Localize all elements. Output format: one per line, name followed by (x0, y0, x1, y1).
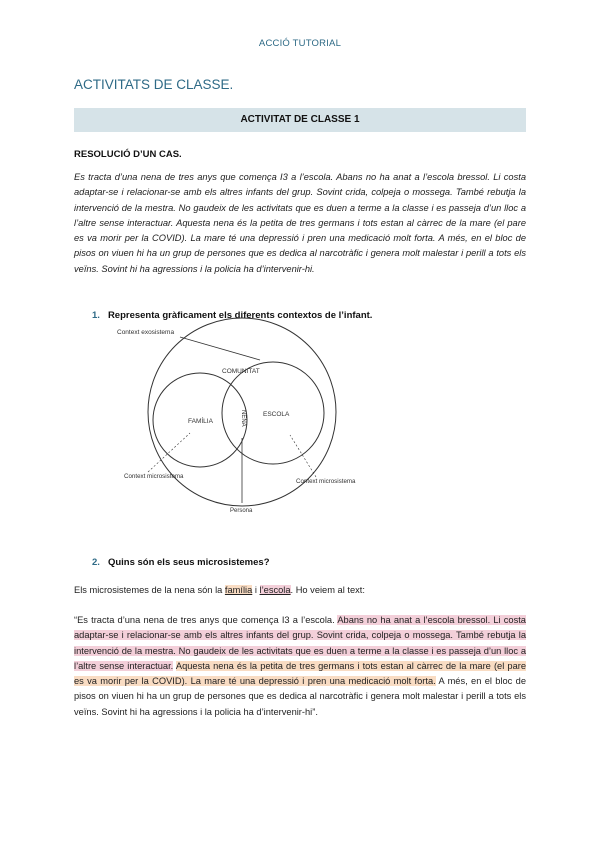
quote-school-highlight: Abans no ha anat a l’escola bressol. Li costa adaptar-se i relacionar-se amb els altres infants del grup. Sovint crida, colpeja o mossega. També rebutja la intervenció de la mestra. No gaudeix de les activitats que es duen a terme a la classe i es passeja d’un lloc a l’altre sense interactuar. (74, 615, 526, 671)
quote-family-highlight: Aquesta nena és la petita de tres germans i tots estan al càrrec de la mare (el pare es va morir per la COVID). La mare té una depressió i pren una medicació molt forta. (74, 660, 527, 687)
quote-part-1: “Es tracta d’una nena de tres anys que comença I3 a l’escola. (74, 615, 338, 625)
exosystem-label: Context exosistema (117, 329, 175, 336)
page-title: ACTIVITATS DE CLASSE. (74, 77, 234, 92)
answer-pre: Els microsistemes de la nena són la (74, 585, 225, 595)
question-1-number: 1. (92, 310, 100, 321)
question-2-number: 2. (92, 557, 100, 568)
answer-line (74, 585, 365, 595)
community-label: COMUNITAT (222, 368, 260, 375)
case-heading: RESOLUCIÓ D’UN CAS. (74, 149, 182, 160)
micro-left-pointer (148, 433, 190, 472)
quote-part-5: A més, en el bloc de pisos on viuen hi ha un grup de persones que es dedica al narcotràfic i genera molt malestar i perill a tots els veïns. Sovint hi ha agressions i la policia ha d’intervenir-hi”. (74, 676, 526, 717)
question-2-text: Quins són els seus microsistemes? (107, 557, 270, 568)
micro-right-label (296, 478, 356, 485)
case-text: Es tracta d’una nena de tres anys que comença I3 a l’escola. Abans no ha anat a l’escola bressol. Li costa adaptar-se i relacionar-se amb els altres infants del grup. Sovint crida, colpeja o mossega. També rebutja la intervenció de la mestra. No gaudeix de les activitats que es duen a terme a la classe i es passeja d’un lloc a l’altre sense interactuar. Aquesta nena és la petita de tres germans i tots estan al càrrec de la mare (el pare es va morir per la COVID). La mare té una depressió i pren una medicació molt forta. A més, en el bloc de pisos on viuen hi ha un grup de persones que es dedica al narcotràfic i genera molt malestar i perill a tots els veïns. Sovint hi ha agressions i la policia ha d’intervenir-hi. (74, 172, 526, 274)
answer-family: família (224, 585, 253, 595)
school-label: ESCOLA (263, 411, 290, 418)
person-label: Persona (230, 508, 253, 514)
micro-right-label-text: Context microsistema (296, 478, 356, 485)
micro-left-label (124, 473, 184, 480)
answer-mid: i (252, 585, 260, 595)
family-label: FAMÍLIA (188, 418, 213, 425)
question-1-text: Representa gràficament els diferents contextos de l’infant. (107, 310, 373, 321)
answer-post: . Ho veiem al text: (290, 585, 365, 595)
school-circle (222, 362, 324, 464)
micro-left-label-text: Context microsistema (124, 473, 184, 480)
page-header: ACCIÓ TUTORIAL (258, 38, 342, 49)
quote-text (74, 613, 526, 720)
question-1 (92, 310, 372, 321)
answer-school: l’escola (259, 585, 291, 595)
exosystem-pointer (180, 337, 260, 360)
activity-banner: ACTIVITAT DE CLASSE 1 (74, 108, 526, 132)
micro-right-pointer (290, 435, 316, 477)
community-circle (148, 318, 336, 506)
question-2 (92, 557, 270, 568)
child-label: NENA (240, 410, 246, 427)
family-circle (153, 373, 247, 467)
